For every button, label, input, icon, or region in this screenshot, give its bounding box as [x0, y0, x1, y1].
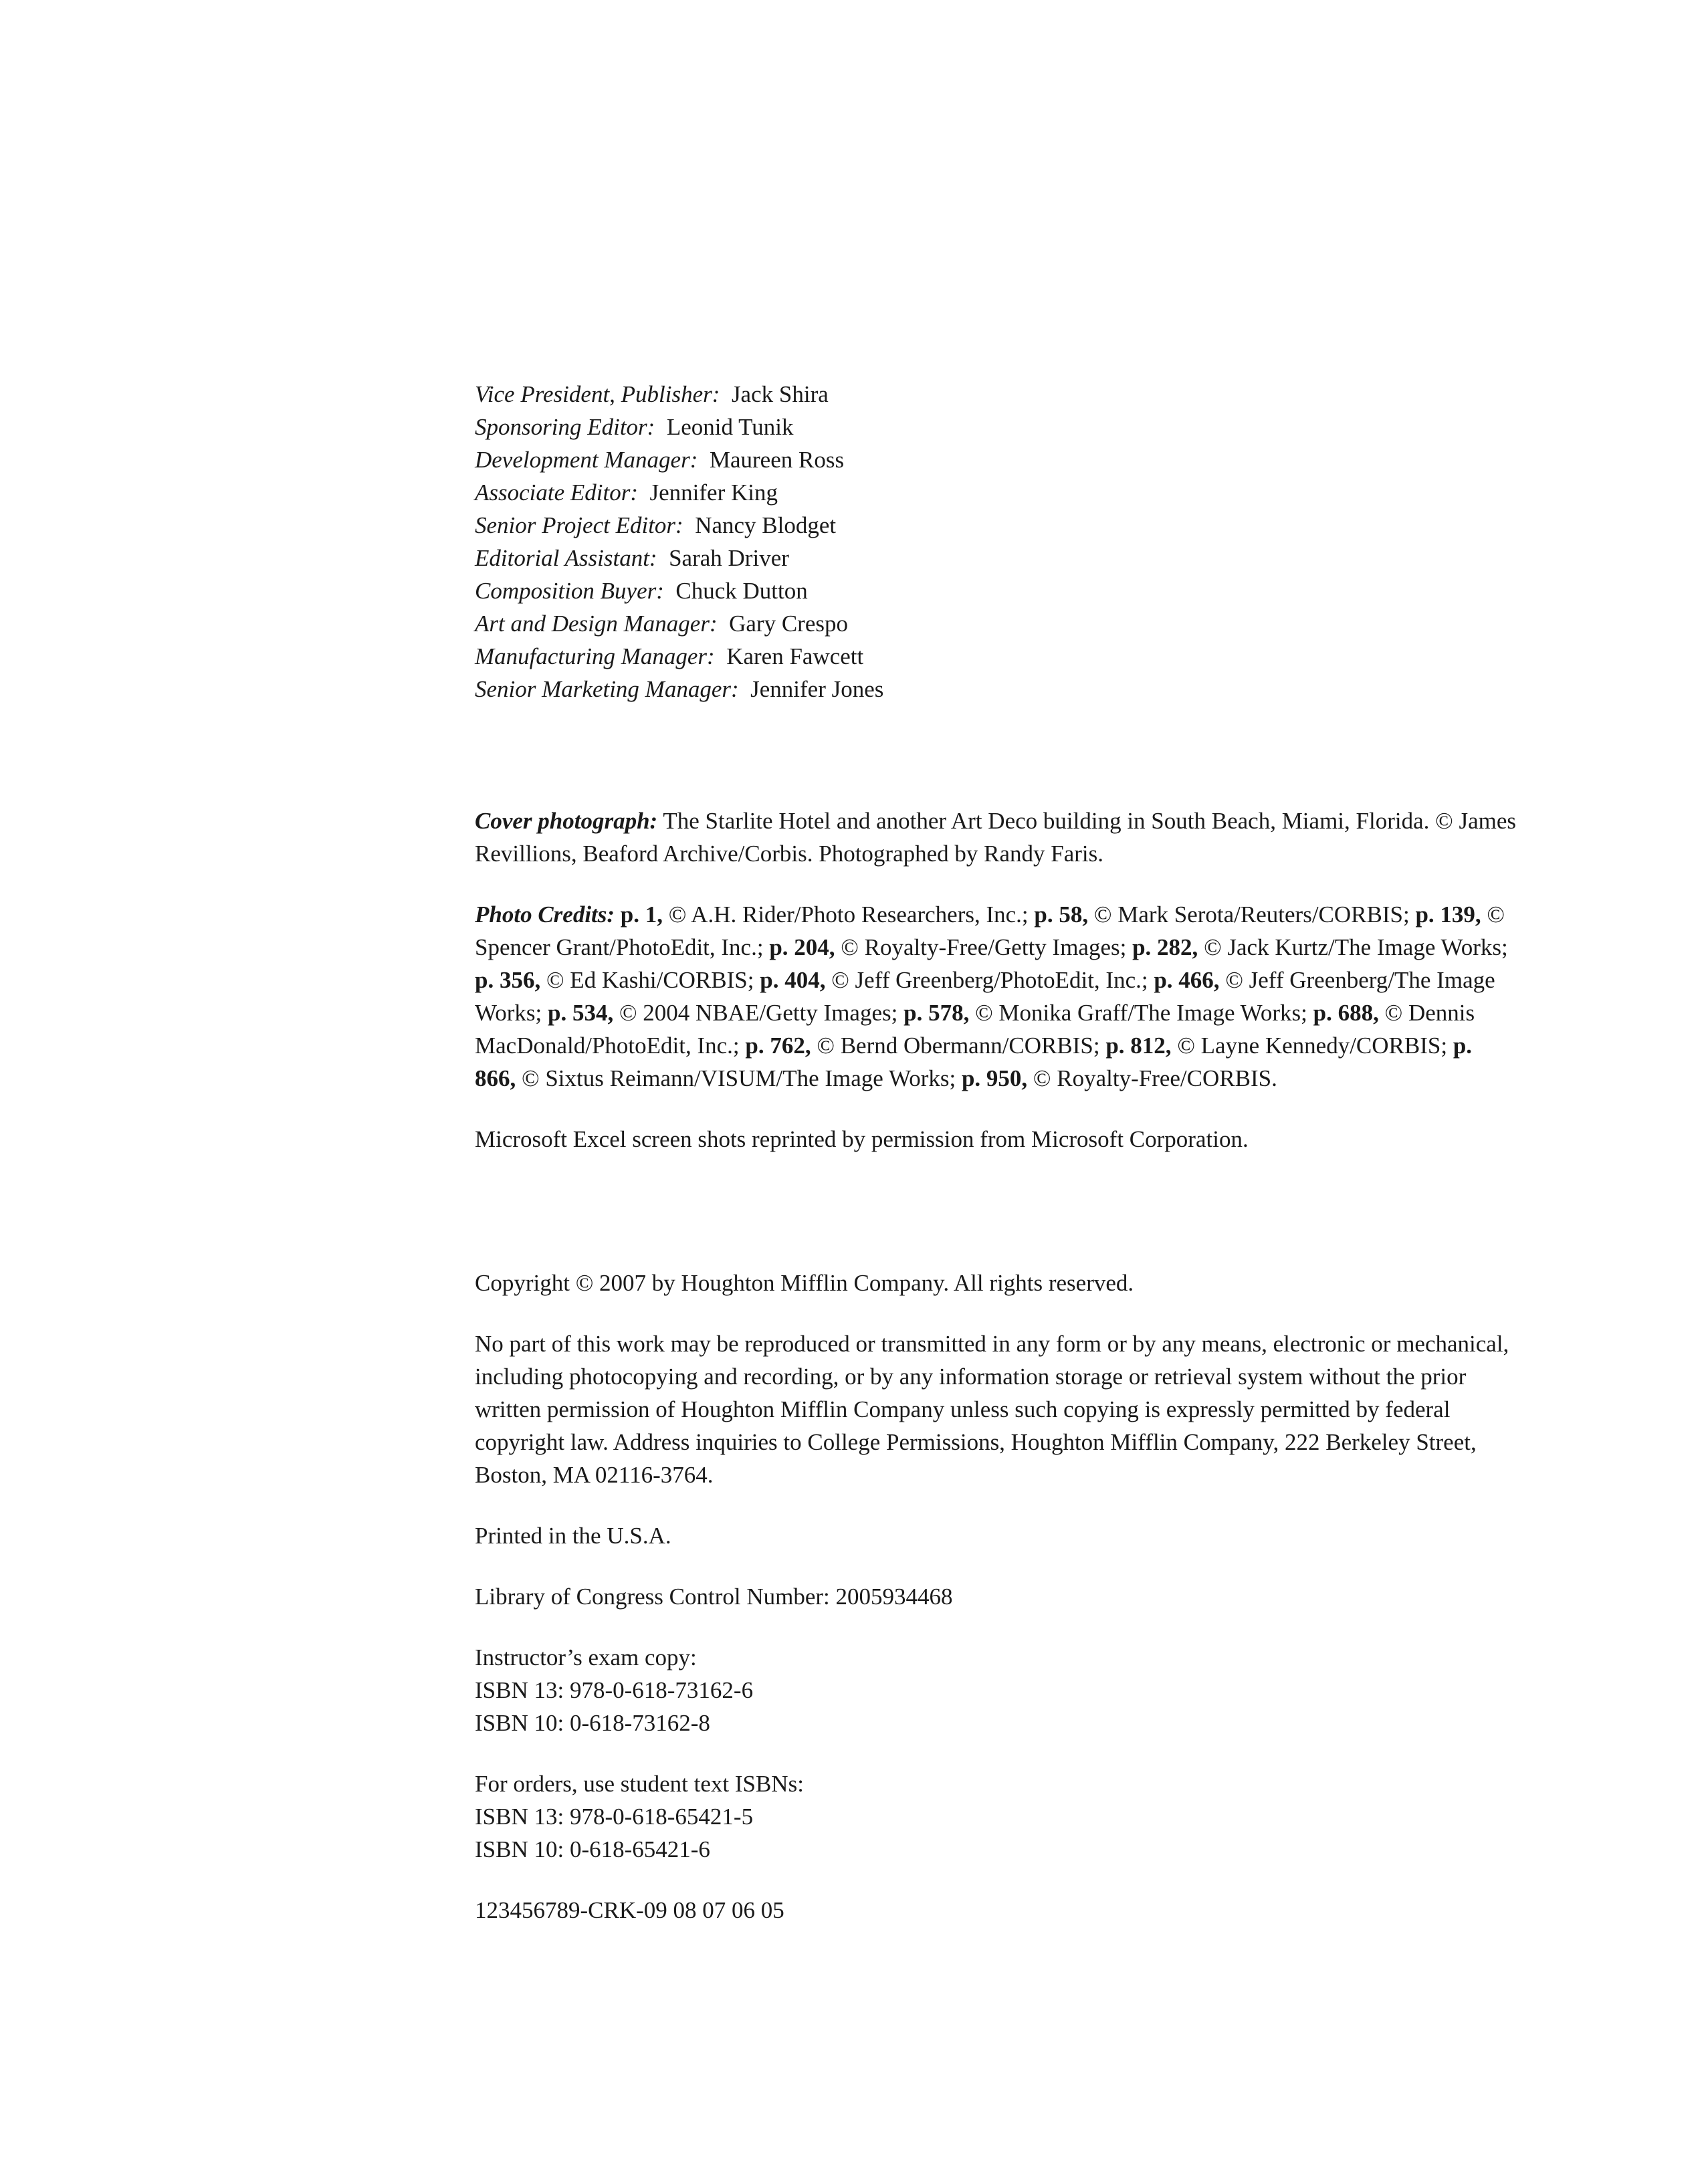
staff-line [475, 411, 1518, 443]
credit-page: p. 950, [961, 1065, 1028, 1091]
credit-source: © A.H. Rider/Photo Researchers, Inc.; [668, 901, 1029, 928]
student-isbn13: ISBN 13: 978-0-618-65421-5 [475, 1804, 754, 1830]
credit-page: p. 466, [1154, 967, 1220, 993]
staff-name: Jennifer King [649, 479, 778, 506]
credit-source: © Jeff Greenberg/The Image Works; [475, 967, 1495, 1026]
credit-source: © Mark Serota/Reuters/CORBIS; [1093, 901, 1410, 928]
staff-name: Nancy Blodget [695, 512, 837, 538]
credit-page: p. 534, [547, 1000, 614, 1026]
staff-role: Vice President, Publisher: [475, 381, 720, 407]
staff-role: Sponsoring Editor: [475, 414, 655, 440]
staff-name: Leonid Tunik [666, 414, 794, 440]
staff-line [475, 443, 1518, 476]
credit-page: p. 866, [475, 1033, 1473, 1091]
credit-source: © Spencer Grant/PhotoEdit, Inc.; [475, 901, 1505, 960]
credit-source: © Bernd Obermann/CORBIS; [817, 1033, 1100, 1059]
credit-page: p. 762, [745, 1033, 811, 1059]
printed-in: Printed in the U.S.A. [475, 1523, 671, 1549]
copyright-notice: Copyright © 2007 by Houghton Mifflin Company. All rights reserved. [475, 1270, 1134, 1296]
staff-role: Editorial Assistant: [475, 545, 657, 571]
credit-page: p. 578, [903, 1000, 970, 1026]
print-line: 123456789-CRK-09 08 07 06 05 [475, 1897, 784, 1923]
staff-list [475, 378, 1518, 706]
cover-text: The Starlite Hotel and another Art Deco building in South Beach, Miami, Florida. © James Revillions, Beaford Archive/Corbis. Photographed by Randy Faris. [475, 808, 1516, 867]
student-isbn-heading: For orders, use student text ISBNs: [475, 1771, 804, 1797]
lccn: Library of Congress Control Number: 2005934468 [475, 1584, 953, 1610]
credit-page: p. 204, [769, 934, 835, 960]
staff-role: Senior Marketing Manager: [475, 676, 739, 702]
excel-permission-note: Microsoft Excel screen shots reprinted by permission from Microsoft Corporation. [475, 1126, 1249, 1152]
credit-source: © 2004 NBAE/Getty Images; [619, 1000, 898, 1026]
staff-role: Composition Buyer: [475, 578, 664, 604]
credit-source: © Sixtus Reimann/VISUM/The Image Works; [522, 1065, 956, 1091]
cover-label: Cover photograph: [475, 808, 658, 834]
staff-line [475, 640, 1518, 673]
credit-source: © Dennis MacDonald/PhotoEdit, Inc.; [475, 1000, 1475, 1059]
staff-line [475, 607, 1518, 640]
staff-name: Jennifer Jones [750, 676, 884, 702]
staff-name: Maureen Ross [709, 447, 845, 473]
credit-page: p. 356, [475, 967, 541, 993]
exam-copy-isbns [475, 1641, 1518, 1739]
photo-credits [475, 898, 1518, 1095]
credit-page: p. 139, [1415, 901, 1481, 928]
credit-source: © Jack Kurtz/The Image Works; [1204, 934, 1508, 960]
staff-role: Art and Design Manager: [475, 611, 718, 637]
staff-line [475, 673, 1518, 706]
exam-isbn10: ISBN 10: 0-618-73162-8 [475, 1710, 710, 1736]
staff-name: Sarah Driver [669, 545, 789, 571]
credit-source: © Royalty-Free/Getty Images; [841, 934, 1127, 960]
staff-role: Manufacturing Manager: [475, 643, 715, 669]
copyright-content [475, 378, 1518, 1927]
credit-page: p. 282, [1132, 934, 1198, 960]
credit-source: © Layne Kennedy/CORBIS; [1177, 1033, 1448, 1059]
credit-page: p. 1, [620, 901, 663, 928]
staff-line [475, 509, 1518, 542]
rights-notice: No part of this work may be reproduced or transmitted in any form or by any means, electronic or mechanical, including photocopying and recording, or by any information storage or retrieval system without the prior written permission of Houghton Mifflin Company unless such copying is expressly permitted by federal copyright law. Address inquiries to College Permissions, Houghton Mifflin Company, 222 Berkeley Street, Boston, MA 02116-3764. [475, 1331, 1509, 1488]
cover-photograph-credit [475, 804, 1518, 870]
staff-name: Gary Crespo [729, 611, 848, 637]
staff-line [475, 476, 1518, 509]
credit-source: © Royalty-Free/CORBIS. [1033, 1065, 1277, 1091]
credit-source: © Monika Graff/The Image Works; [975, 1000, 1307, 1026]
student-isbn10: ISBN 10: 0-618-65421-6 [475, 1836, 710, 1862]
exam-isbn13: ISBN 13: 978-0-618-73162-6 [475, 1677, 754, 1703]
staff-role: Senior Project Editor: [475, 512, 683, 538]
staff-line [475, 542, 1518, 574]
credit-source: © Ed Kashi/CORBIS; [546, 967, 754, 993]
credit-page: p. 688, [1313, 1000, 1379, 1026]
staff-name: Jack Shira [731, 381, 829, 407]
student-isbns [475, 1767, 1518, 1866]
staff-line [475, 378, 1518, 411]
photo-credits-label: Photo Credits: [475, 901, 615, 928]
credit-page: p. 58, [1034, 901, 1089, 928]
credit-source: © Jeff Greenberg/PhotoEdit, Inc.; [831, 967, 1148, 993]
staff-name: Karen Fawcett [726, 643, 864, 669]
staff-role: Associate Editor: [475, 479, 638, 506]
exam-copy-heading: Instructor’s exam copy: [475, 1644, 697, 1670]
credit-page: p. 404, [760, 967, 826, 993]
staff-role: Development Manager: [475, 447, 698, 473]
staff-line [475, 574, 1518, 607]
credit-page: p. 812, [1105, 1033, 1172, 1059]
staff-name: Chuck Dutton [675, 578, 808, 604]
